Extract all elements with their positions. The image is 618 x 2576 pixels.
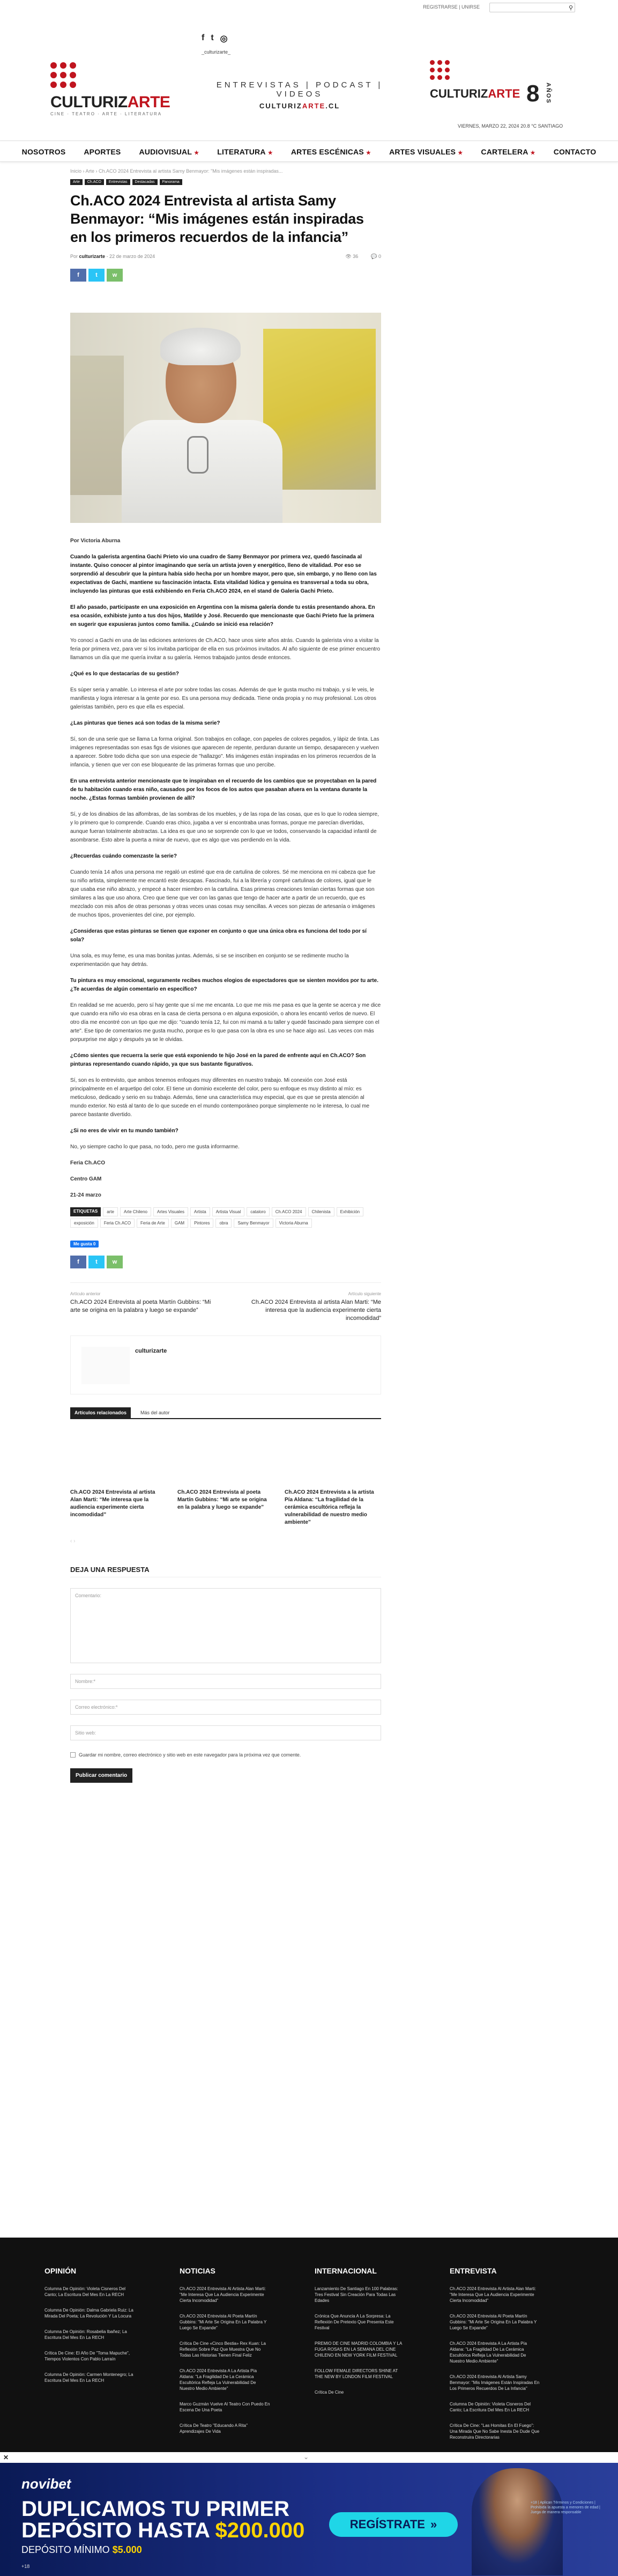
footer-link[interactable]: Ch.ACO 2024 Entrevista A La Artista Pía Aldana: "La Fragilidad De La Cerámica Escultórica Refleja La Vulnerabilidad De Nuestro Medio Ambiente"	[180, 2368, 257, 2391]
tag-link[interactable]: Victoria Aburna	[276, 1219, 312, 1228]
nav-item-nosotros[interactable]: NOSOTROS	[21, 147, 66, 156]
instagram-icon[interactable]: ◎	[220, 34, 228, 43]
tag-link[interactable]: obra	[215, 1219, 232, 1228]
article-paragraph: Sí, y de los dinabios de las alfombras, de las sombras de los muebles, y de las ropa de las cosas, que es lo que lo rodea siempre, y lo primero que lo comprende. Cuando eras chico, jugaba a ver si encontraba unas formas, porque me parecían divertidas, aunque fueran totalmente abstractas. La idea es que uno se sorprende con lo que ve todos, conservando la capacidad infantil de asombrarse. Esto abre la puerta a mirar de nuevo, que es algo que vas perdiendo en la vida.	[70, 811, 379, 843]
nav-item-audiovisual[interactable]: AUDIOVISUAL ★	[139, 147, 199, 156]
ad-brand: novibet	[21, 2476, 71, 2492]
footer-link[interactable]: Columna De Opinión: Rosabelia Ibañez; La Escritura Del Mes En La RECH	[44, 2329, 127, 2340]
category-badge[interactable]: Destacadas	[132, 179, 158, 185]
share-twitter-button[interactable]: t	[88, 269, 105, 282]
main-nav	[0, 141, 618, 162]
footer-link[interactable]: Ch.ACO 2024 Entrevista Al Artista Alan Marti: "Me Interesa Que La Audiencia Experimente Cierta Incomodidad"	[450, 2286, 536, 2303]
article-paragraph: No, yo siempre cacho lo que pasa, no todo, pero me gusta informarme.	[70, 1144, 240, 1150]
footer-column	[44, 2267, 137, 2450]
reply-heading: DEJA UNA RESPUESTA	[70, 1566, 381, 1577]
login-link[interactable]: REGISTRARSE | UNIRSE	[423, 4, 480, 10]
related-articles	[70, 1489, 381, 1526]
tag-link[interactable]: Feria Ch.ACO	[100, 1219, 135, 1228]
next-article-link[interactable]: Artículo siguiente Ch.ACO 2024 Entrevista al artista Alan Marti: “Me interesa que la audiencia experimente cierta incomodidad”	[251, 1291, 381, 1322]
ad-minimum: DEPÓSITO MÍNIMO $5.000	[21, 2544, 142, 2555]
article-meta: Por culturizarte - 22 de marzo de 2024 👁 36 💬 0	[70, 254, 381, 259]
footer-link[interactable]: Columna De Opinión: Violeta Cisneros Del Canto; La Escritura Del Mes En La RECH	[450, 2402, 531, 2412]
category-badges	[70, 179, 381, 185]
footer-link[interactable]: Columna De Opinión: Violeta Cisneros Del Canto; La Escritura Del Mes En La RECH	[44, 2286, 126, 2297]
article-paragraph: Sí, son de una serie que se llama La forma original. Son trabajos en collage, con papeles de colores pegados, y lápiz de tinta. Las imágenes representadas son esas figs de visiones que aparecen de repente, perduran durante un tiempo, desaparecen y vuelven a aparecer. Sobre todo dicha que son una especie de "hallazgo". Mis imágenes están inspiradas en los primeros recuerdos de la infancia, y tienen que ver con ese bloqueante de las primeras formas que uno percibe.	[70, 736, 379, 768]
footer-link[interactable]: Ch.ACO 2024 Entrevista A La Artista Pía Aldana: "La Fragilidad De La Cerámica Escultórica Refleja La Vulnerabilidad De Nuestro Medio Ambiente"	[450, 2341, 527, 2364]
tab-related-articles[interactable]: Artículos relacionados	[70, 1407, 131, 1418]
footer-link[interactable]: PREMIO DE CINE MADRID COLOMBIA Y LA FUGA ROSAS EN LA SEMANA DEL CINE CHILENO EN NEW YORK FILM FESTIVAL	[315, 2341, 402, 2358]
interview-question: ¿Si no eres de vivir en tu mundo también?	[70, 1128, 178, 1134]
top-bar	[0, 0, 618, 15]
article-body	[70, 537, 381, 1200]
nav-item-aportes[interactable]: APORTES	[84, 147, 121, 156]
footer-column-heading: OPINIÓN	[44, 2267, 77, 2275]
share-whatsapp-button[interactable]: w	[107, 269, 123, 282]
ad-age: +18	[21, 2564, 30, 2569]
interview-lead: El año pasado, participaste en una exposición en Argentina con la misma galería donde tu estás presentando ahora. En esa ocasión, exhibiste junto a tus dos hijos, Matilde y José. Recuerdo que mencionaste que Gachi Prieto fue la primera en sugerir que expusieras juntos como familia. ¿Cuándo se inició esa relación?	[70, 604, 375, 628]
search-icon[interactable]: ⚲	[568, 5, 573, 11]
star-icon: ★	[458, 150, 463, 156]
author-name[interactable]: culturizarte	[135, 1348, 167, 1354]
article-paragraph: Sí, son es lo entrevisto, que ambos tenemos enfoques muy diferentes en nuestro trabajo. Mi conexión con José está principalmente en el arquetipo del color. El tiene un dominio excelente del color, pero su enfoque es muy distinto al mío: es meticuloso, dedicado y serio en su trabajo. Además, tiene una característica muy especial, que es que se presta atención al mundo exterior. No está al tanto de lo que sucede en el mundo contemporáneo porque simplemente no le interesa, lo cual me parece bastante divertido.	[70, 1077, 370, 1118]
save-info-label: Guardar mi nombre, correo electrónico y sitio web en este navegador para la próxima vez que comente.	[79, 1752, 301, 1758]
close-icon[interactable]: ✕	[3, 2454, 9, 2461]
footer-link[interactable]: Crítica De Cine: El Año De "Toma Mapuche", Tiempos Violentos Con Pablo Larraín	[44, 2351, 130, 2361]
article-date: - 22 de marzo de 2024	[106, 254, 155, 259]
article-paragraph: Es súper seria y amable. Lo interesa el arte por sobre todas las cosas. Además de que le gusta mucho mi trabajo, y si le veis, le manifiesta y logra interesar a la gente por eso. Es una persona muy dedicada. Tiene onda propia y no muy profesional. Los otros galeristas también, pero es que ella es especial.	[70, 687, 376, 710]
article-paragraph: En realidad se me acuerdo, pero sí hay gente que sí me me encanta. Lo que me mis me pasa es que la gente se acerca y me dice que cuando era niño vio esa obras en la casa de cierta persona o en alguna exposición, o ahora les encantó verlos de nuevo. El otro día me encontré con un tipo que me dijo: "cuando tenía 12, fui con mi mamá a tu taller y quedé fascinado para siempre con el arte". Ese tipo de comentarios me gusta mucho, porque es lo que pasa con la obra es uno se hace algo así. Las veces con más porpurprise me algo y después ya se le olvidas.	[70, 1002, 381, 1043]
featured-image	[70, 313, 381, 523]
share-bar	[70, 269, 381, 282]
tab-more-from-author[interactable]: Más del autor	[140, 1410, 170, 1415]
facebook-icon[interactable]: f	[202, 33, 205, 42]
ad-legal: +18 | Aplican Términos y Condiciones | Prohibida la apuesta a menores de edad | Juega de manera responsable	[531, 2501, 600, 2514]
tag-list	[70, 1207, 381, 1228]
anniv-number: 8	[526, 80, 540, 107]
star-icon: ★	[530, 150, 535, 156]
related-article[interactable]: Ch.ACO 2024 Entrevista a la artista Pía Aldana: “La fragilidad de la cerámica escultórica refleja la vulnerabilidad de nuestro medio ambiente”	[285, 1489, 374, 1525]
share-facebook-button[interactable]: f	[70, 1256, 86, 1268]
nav-item-literatura[interactable]: LITERATURA ★	[217, 147, 273, 156]
category-badge[interactable]: Entrevistas	[106, 179, 130, 185]
comments-count[interactable]: 💬 0	[371, 254, 381, 259]
nav-item-artes-escénicas[interactable]: ARTES ESCÉNICAS ★	[291, 147, 371, 156]
social-links	[202, 33, 228, 44]
footer-link[interactable]: Crítica De Teatro "Educando A Rita" Aprendizajes De Vida	[180, 2423, 248, 2434]
footer-link[interactable]: Crítica De Cine	[315, 2390, 344, 2395]
star-icon: ★	[267, 150, 273, 156]
related-tabs	[70, 1407, 381, 1419]
footer-link[interactable]: Ch.ACO 2024 Entrevista Al Poeta Martín Gubbins: "Mi Arte Se Origina En La Palabra Y Luego Se Expande"	[450, 2314, 537, 2330]
save-info-checkbox[interactable]	[70, 1752, 76, 1758]
anniv-dots	[430, 60, 450, 80]
submit-comment-button[interactable]: Publicar comentario	[70, 1768, 132, 1783]
post-navigation	[70, 1282, 381, 1323]
tag-link[interactable]: GAM	[171, 1219, 188, 1228]
interview-question: ¿Recuerdas cuándo comenzaste la serie?	[70, 853, 177, 859]
social-handle: _culturizarte_	[202, 49, 231, 55]
share-whatsapp-button[interactable]: w	[107, 1256, 123, 1268]
tag-link[interactable]: Arte Chileno	[120, 1207, 151, 1216]
ad-close-bar	[0, 2452, 618, 2463]
article-paragraph: Yo conocí a Gachi en una de las ediciones anteriores de Ch.ACO, hace unos siete años atrás. Cuando la galerista vino a visitar la feria por primera vez, para ver si los invitaba participar de ella en sus próximos invitados. Al año siguiente de ese primer encuentro llamamos un día que me quería invitar a su galería. Hemos trabajado juntos desde entonces.	[70, 638, 381, 661]
footer-column-heading: INTERNACIONAL	[315, 2267, 377, 2275]
star-icon: ★	[366, 150, 371, 156]
facebook-like-button[interactable]: Me gusta 0	[70, 1241, 99, 1248]
footer-link[interactable]: Crítica De Cine: "Las Homitas En El Fuego": Una Mirada Que No Sabe Inesta De Dude Que Reconstruira Directorarias	[450, 2423, 540, 2440]
ad-register-button[interactable]: REGÍSTRATE »	[329, 2512, 458, 2537]
article-title: Ch.ACO 2024 Entrevista al artista Samy Benmayor: “Mis imágenes están inspiradas en los primeros recuerdos de la infancia”	[70, 193, 364, 245]
footer-link[interactable]: Columna De Opinión: Dalma Gabriela Ruiz: La Mirada Del Poeta; La Revolución Y La Locura	[44, 2308, 133, 2319]
tag-link[interactable]: Feria de Arte	[137, 1219, 169, 1228]
article-paragraph: Cuando tenía 14 años una persona me regaló un estimé que era de cartulina de colores. Sé me menciona en mi cabeza que fue su niño artista, simplemente me encantó este descapas. Fascinado, fui a la librería y compré cartulinas de colores, igual que le que usaba ese niño abrazo, y empecé a hacer miembro en la cartulina. Esas primeras creaciones tenían ciertas formas que son similares a las que uso ahora. Creo que tiene que ver con las ganas que tengo de hacer arte a partir de un recuerdo, que es mezclado con mis años de otras personas y otras veces unas cosas muy sencillas. A veces son piezas de artesanía o imágenes de muchos tipos, provenientes del cine, por ejemplo.	[70, 869, 376, 918]
nav-item-contacto[interactable]: CONTACTO	[553, 147, 597, 156]
footer-link[interactable]: Lanzamiento De Santiago En 100 Palabras: Tres Festival Sin Creación Para Todas Las Edades	[315, 2286, 398, 2303]
event-info	[70, 1159, 381, 1200]
tagline-sections: ENTREVISTAS | PODCAST | VIDEOS	[216, 80, 383, 99]
interview-lead: Tu pintura es muy emocional, seguramente recibes muchos elogios de espectadores que se sienten movidos por tu arte. ¿Te acuerdas de algún comentario en específico?	[70, 978, 378, 992]
views-count: 👁 36	[345, 254, 359, 259]
footer-link[interactable]: Crónica Que Anuncia A La Sorpresa: La Reflexión De Pretexto Que Presenta Este Festival	[315, 2314, 394, 2330]
anniv-name: CULTURIZARTE	[430, 87, 520, 100]
article-byline: Por Victoria Aburna	[70, 538, 121, 544]
website-field[interactable]: Sitio web:	[70, 1725, 381, 1740]
ad-player-image	[472, 2468, 563, 2575]
article-paragraph: Una sola, es muy feme, es una mas bonitas juntas. Además, si se se inscriben en conjunto se se redimente mucho la experimentación que hay detrás.	[70, 953, 349, 968]
site-footer	[0, 2238, 618, 2452]
related-article[interactable]: Ch.ACO 2024 Entrevista al artista Alan Marti: “Me interesa que la audiencia experimente cierta incomodidad”	[70, 1489, 155, 1518]
share-facebook-button[interactable]: f	[70, 269, 86, 282]
breadcrumb[interactable]: Inicio › Arte › Ch.ACO 2024 Entrevista al artista Samy Benmayor: "Mis imágenes están inspiradas...	[70, 168, 283, 174]
article	[70, 166, 381, 1783]
footer-column-heading: NOTICIAS	[180, 2267, 215, 2275]
header-date: VIERNES, MARZO 22, 2024 20.8 °C SANTIAGO	[458, 123, 563, 129]
footer-link[interactable]: Crítica De Cine «Cinco Bestia» Rex Kuan: La Reflexión Sobre Paz Que Muestra Que No Todas Las Historias Tienen Final Feliz	[180, 2341, 266, 2358]
author-avatar[interactable]	[81, 1347, 130, 1384]
ad-headline: DUPLICAMOS TU PRIMER DEPÓSITO HASTA $200.000	[21, 2497, 305, 2542]
previous-article-link[interactable]: Artículo anterior Ch.ACO 2024 Entrevista al poeta Martín Gubbins: “Mi arte se origina en la palabra y luego se expande”	[70, 1291, 211, 1313]
chevron-down-icon[interactable]: ⌄	[303, 2453, 309, 2461]
event-info-line: Feria Ch.ACO	[70, 1160, 106, 1166]
comment-textarea[interactable]: Comentario:	[70, 1588, 381, 1663]
weather-readout: 20.8 °C SANTIAGO	[520, 123, 563, 129]
tag-link[interactable]: Artes Visuales	[153, 1207, 188, 1216]
anniv-anos: AÑOS	[545, 83, 552, 104]
tagline-site: CULTURIZARTE.CL	[259, 102, 340, 110]
interview-lead: Cuando la galerista argentina Gachi Prieto vio una cuadro de Samy Benmayor por primera vez, quedó fascinada al instante. Quiso conocer al pintor imaginando que sería un artista joven y energético, lleno de vitalidad. Por eso se sorprendió al descubrir que la pintura había sido hecha por un hombre mayor, pero que, sin embargo, y no lleno con las expectativas de Gachi, mantiene su fascinación intacta. Esta vitalidad lúdica y genuina es transversal a toda su obra, incluyendo las pinturas que está exhibiendo en Feria Ch.ACO 2024, en el stand de Galería Gachi Prieto.	[70, 554, 377, 594]
footer-link[interactable]: Marco Guzmán Vuelve Al Teatro Con Puedo En Escena De Una Poeta	[180, 2402, 270, 2412]
save-info-row	[70, 1752, 381, 1758]
logo-dots	[50, 62, 76, 88]
category-badge[interactable]: Arte	[70, 179, 83, 185]
category-badge[interactable]: Ch.ACO	[85, 179, 104, 185]
tag-link[interactable]: Artista Visual	[212, 1207, 245, 1216]
nav-item-artes-visuales[interactable]: ARTES VISUALES ★	[389, 147, 463, 156]
footer-link[interactable]: Ch.ACO 2024 Entrevista Al Artista Samy Benmayor: "Mis Imágenes Están Inspiradas En Los Primeros Recuerdos De La Infancia"	[450, 2374, 540, 2391]
interview-question: ¿Las pinturas que tienes acá son todas de la misma serie?	[70, 720, 220, 726]
tag-link[interactable]: Ch.ACO 2024	[272, 1207, 306, 1216]
tag-link[interactable]: Exhibición	[337, 1207, 363, 1216]
tags-label: ETIQUETAS	[70, 1207, 101, 1216]
footer-column	[450, 2267, 542, 2450]
logo-tagline: CINE · TEATRO · ARTE · LITERATURA	[50, 112, 162, 116]
footer-link[interactable]: Ch.ACO 2024 Entrevista Al Artista Alan Marti: "Me Interesa Que La Audiencia Experimente Cierta Incomodidad"	[180, 2286, 266, 2303]
footer-link[interactable]: FOLLOW FEMALE DIRECTORS SHINE AT THE NEW BY LONDON FILM FESTIVAL	[315, 2368, 398, 2379]
author-link[interactable]: culturizarte	[79, 254, 106, 259]
interview-lead: En una entrevista anterior mencionaste que te inspiraban en el recuerdo de los cambios que se proyectaban en la pared de tu habitación cuando eras niño, causados por los focos de los autos que pasaban afuera en la ventana durante la noche. ¿Estas formas también provienen de allí?	[70, 778, 377, 801]
tag-link[interactable]: exposición	[70, 1219, 98, 1228]
share-bar-bottom	[70, 1256, 381, 1268]
email-field[interactable]: Correo electrónico:*	[70, 1700, 381, 1715]
interview-lead: ¿Consideras que estas pinturas se tienen que exponer en conjunto o que una única obra es funciona del todo por sí sola?	[70, 928, 367, 943]
tag-link[interactable]: cataloro	[247, 1207, 269, 1216]
footer-column-heading: ENTREVISTA	[450, 2267, 497, 2275]
event-info-line: Centro GAM	[70, 1176, 102, 1182]
footer-column	[315, 2267, 407, 2450]
related-article[interactable]: Ch.ACO 2024 Entrevista al poeta Martín Gubbins: “Mi arte se origina en la palabra y luego se expande”	[177, 1489, 267, 1510]
interview-lead: ¿Cómo sientes que recuerra la serie que está exponiendo te hijo José en la pared de enfrente aquí en Ch.ACO? Son pinturas representando cuando rápido, ya que sus bastante figurativos.	[70, 1053, 366, 1067]
ad-banner[interactable]	[0, 2463, 618, 2576]
footer-link[interactable]: Columna De Opinión: Carmen Montenegro; La Escritura Del Mes En La RECH	[44, 2372, 133, 2383]
share-twitter-button[interactable]: t	[88, 1256, 105, 1268]
star-icon: ★	[194, 150, 199, 156]
interview-question: ¿Qué es lo que destacarías de su gestión?	[70, 671, 179, 677]
twitter-icon[interactable]: t	[211, 33, 214, 42]
tag-link[interactable]: Artista	[190, 1207, 210, 1216]
related-pager[interactable]: ‹ ›	[70, 1538, 76, 1544]
name-field[interactable]: Nombre:*	[70, 1674, 381, 1689]
search-input[interactable]	[489, 3, 575, 12]
footer-column	[180, 2267, 272, 2450]
nav-item-cartelera[interactable]: CARTELERA ★	[481, 147, 535, 156]
tag-link[interactable]: Samy Benmayor	[234, 1219, 273, 1228]
tag-link[interactable]: Chilenista	[308, 1207, 334, 1216]
category-badge[interactable]: Panorama	[160, 179, 182, 185]
header-tagline	[203, 80, 397, 110]
logo-text: CULTURIZARTE	[50, 93, 170, 111]
anniversary-badge	[430, 59, 569, 129]
site-header	[0, 54, 618, 129]
author-box	[70, 1335, 381, 1394]
tag-link[interactable]: arte	[103, 1207, 118, 1216]
tag-link[interactable]: Pintores	[190, 1219, 213, 1228]
event-info-line: 21-24 marzo	[70, 1192, 101, 1198]
site-logo[interactable]	[50, 59, 168, 118]
footer-link[interactable]: Ch.ACO 2024 Entrevista Al Poeta Martín Gubbins: "Mi Arte Se Origina En La Palabra Y Luego Se Expande"	[180, 2314, 267, 2330]
